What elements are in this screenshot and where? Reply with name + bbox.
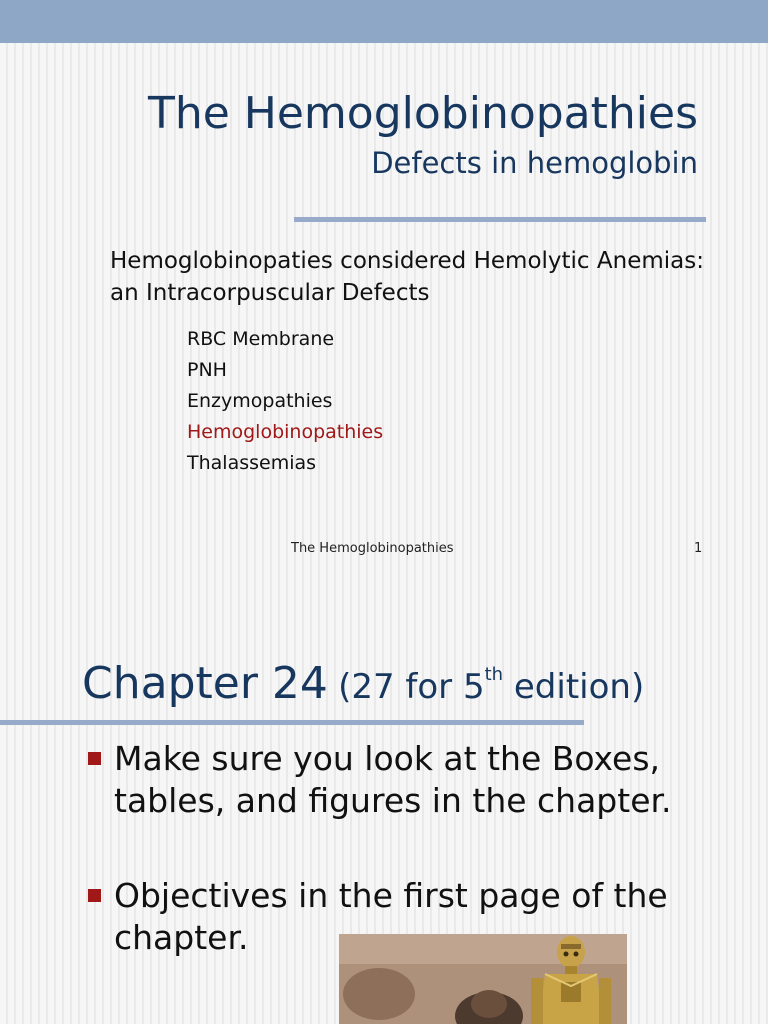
list-item: PNH — [187, 359, 227, 381]
intro-text: Hemoglobinopaties considered Hemolytic Anemias: an Intracorpuscular Defects — [110, 248, 704, 306]
robot-photo-illustration — [339, 934, 627, 1024]
edition-superscript: th — [484, 664, 504, 685]
edition-note — [338, 664, 645, 707]
bullet-list — [86, 738, 726, 959]
slide-footer-title: The Hemoglobinopathies — [291, 541, 454, 556]
slide-2 — [0, 582, 768, 1024]
title-divider — [294, 217, 706, 222]
square-bullet-icon — [88, 889, 101, 902]
slide-top-bar — [0, 0, 768, 43]
list-item-highlighted: Hemoglobinopathies — [187, 421, 384, 443]
slide-title: The Hemoglobinopathies — [147, 88, 698, 139]
list-item: RBC Membrane — [187, 328, 335, 350]
chapter-number: Chapter 24 — [82, 658, 328, 709]
defect-list — [187, 324, 383, 479]
bullet-text: Make sure you look at the Boxes, tables, and figures in the chapter. — [114, 739, 672, 820]
square-bullet-icon — [88, 752, 101, 765]
photo-image — [339, 934, 627, 1024]
list-item: Enzymopathies — [187, 390, 333, 412]
list-item: Thalassemias — [187, 452, 317, 474]
slide-page-number: 1 — [694, 541, 703, 556]
slide-subtitle: Defects in hemoglobin — [371, 146, 698, 180]
bullet-item — [86, 738, 726, 822]
edition-note-start: (27 for 5 — [338, 667, 485, 707]
title-divider — [0, 720, 584, 725]
chapter-title — [82, 658, 644, 709]
edition-note-end: edition) — [503, 667, 645, 707]
bullet-text: Objectives in the first page of the chapter. — [114, 876, 668, 957]
